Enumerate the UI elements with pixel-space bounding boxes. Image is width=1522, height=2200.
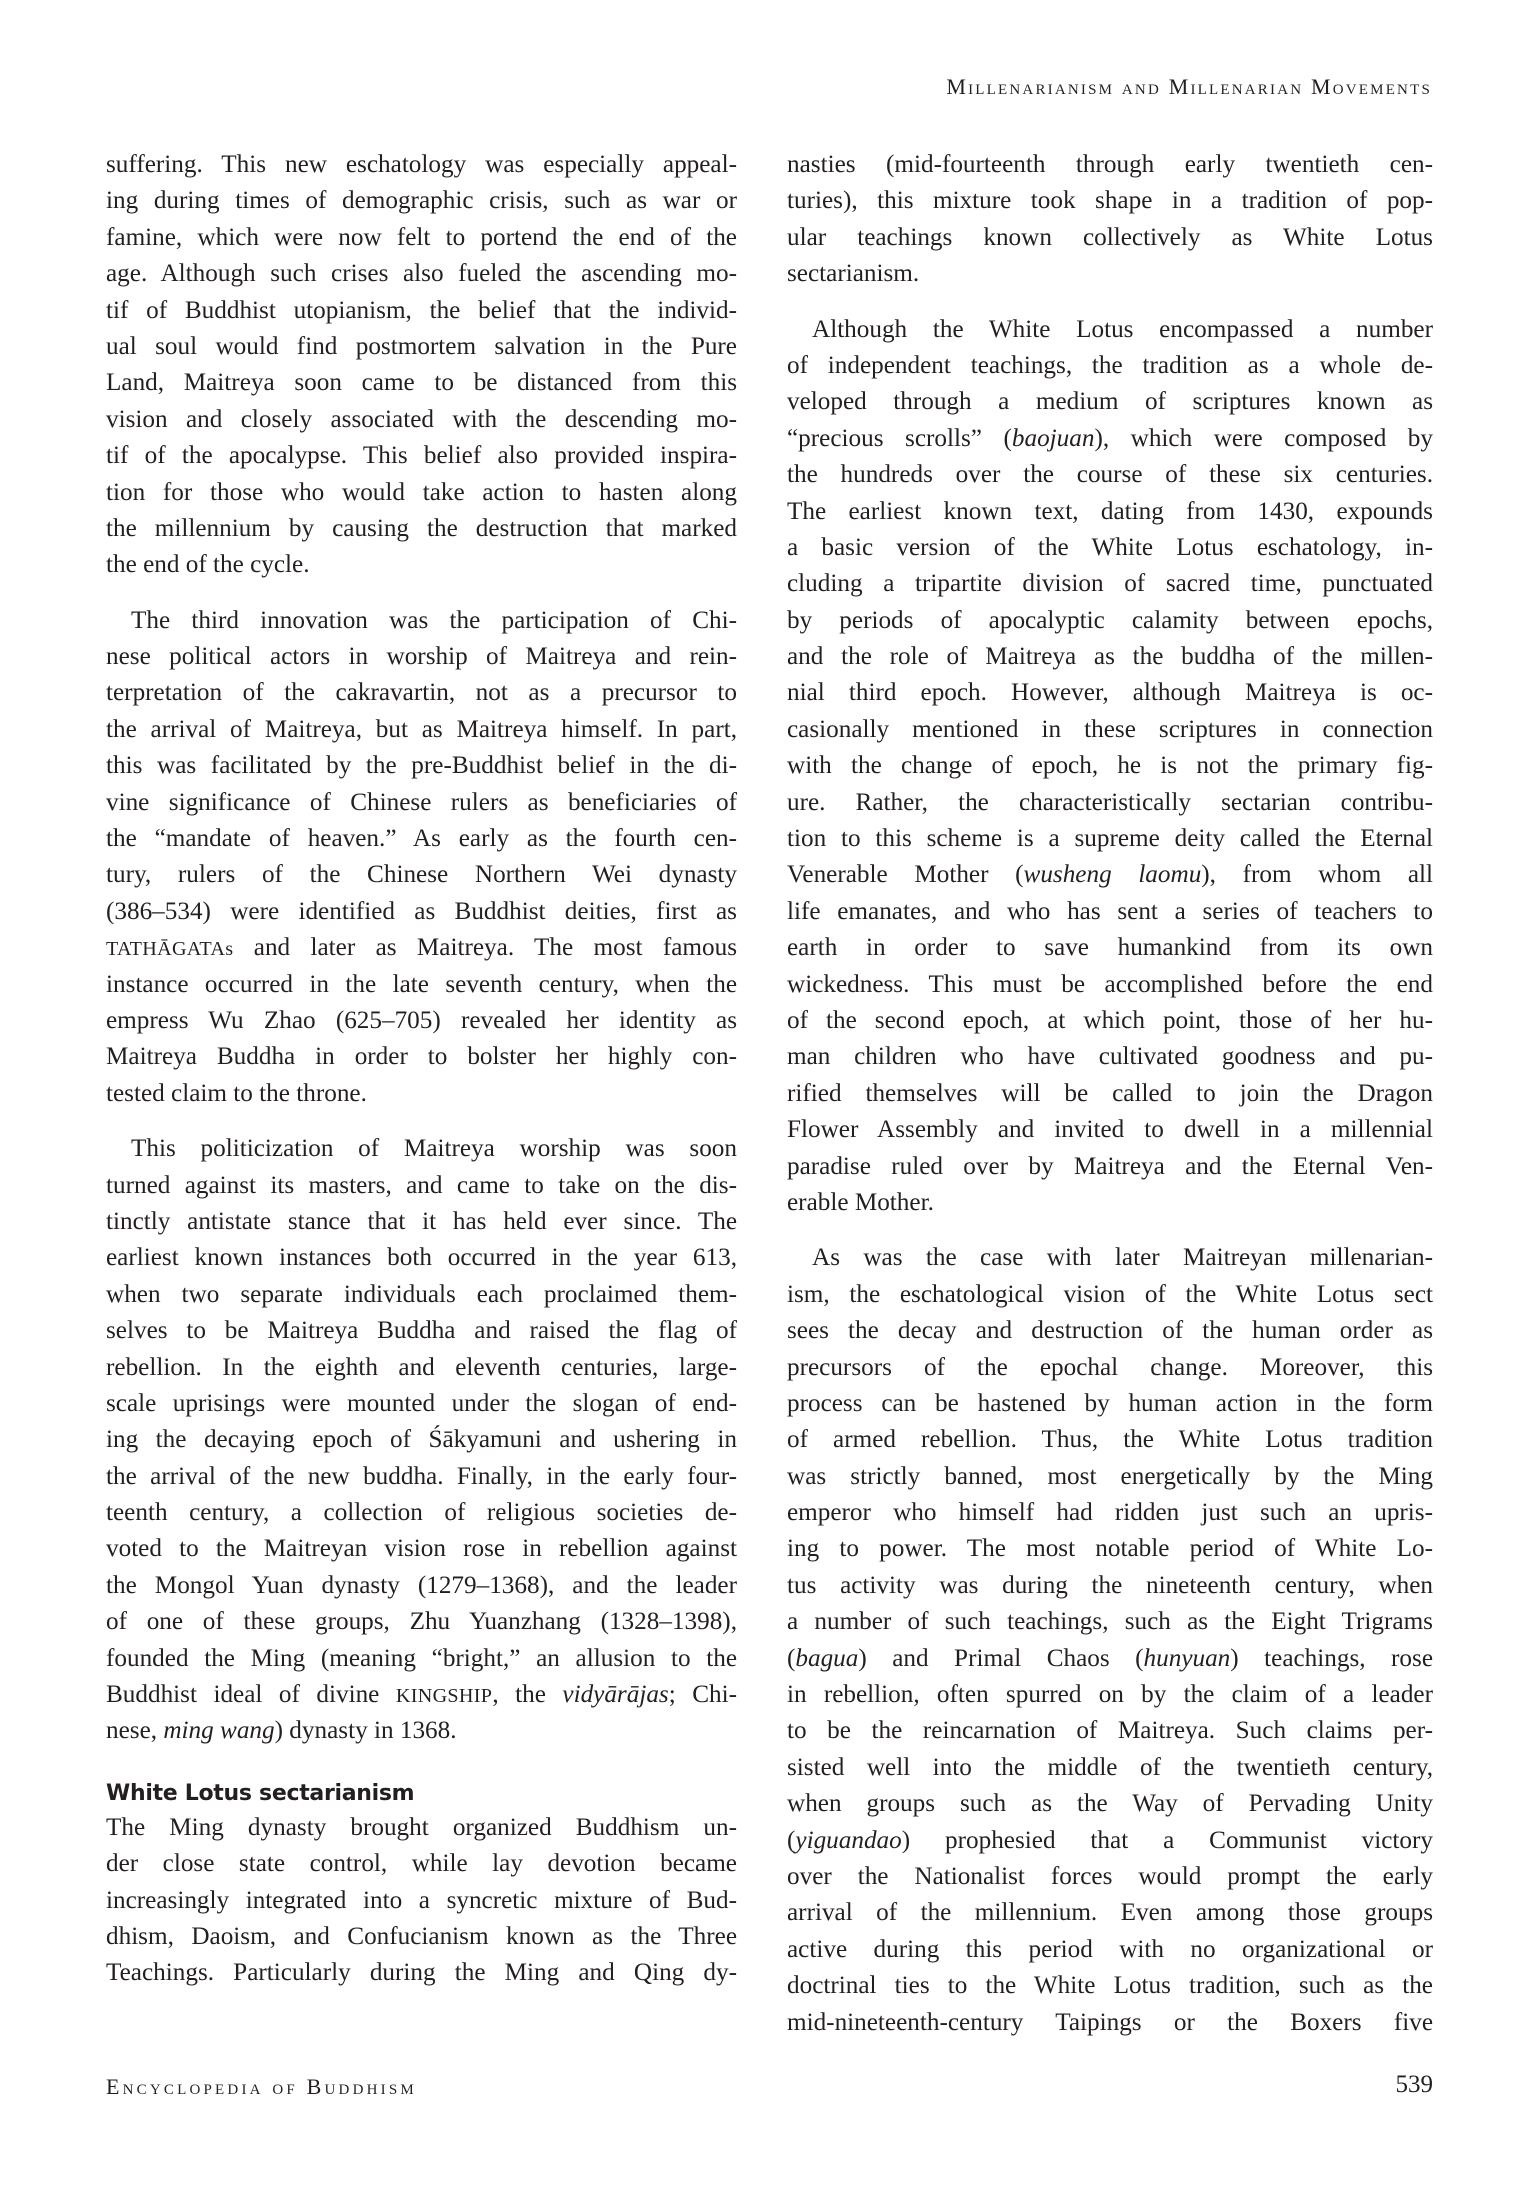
text-line: The third innovation was the participation of Chi-	[131, 606, 737, 634]
text-line: founded the Ming (meaning “bright,” an allusion to the	[106, 1644, 737, 1672]
text-line: to be the reincarnation of Maitreya. Such claims per-	[787, 1717, 1433, 1745]
text-line: the millennium by causing the destruction that marked	[106, 514, 737, 542]
text-line: nasties (mid-fourteenth through early twentieth cen-	[787, 151, 1433, 178]
text-line: rebellion. In the eighth and eleventh centuries, large-	[106, 1353, 737, 1381]
text-line: tested claim to the throne.	[106, 1079, 367, 1107]
paragraph	[106, 1810, 737, 1992]
text-line: Venerable Mother (wusheng laomu), from whom all	[787, 861, 1433, 889]
text-line: of one of these groups, Zhu Yuanzhang (1328–1398),	[106, 1608, 737, 1636]
text-line: over the Nationalist forces would prompt the early	[787, 1862, 1433, 1890]
text-line: earliest known instances both occurred in the year 613,	[106, 1244, 737, 1272]
paragraph	[787, 1240, 1433, 2041]
text-line: sectarianism.	[787, 260, 920, 288]
text-line: nese political actors in worship of Maitreya and rein-	[106, 643, 737, 671]
text-line: ing during times of demographic crisis, such as war or	[106, 187, 737, 215]
text-line: The earliest known text, dating from 1430, expounds	[787, 497, 1433, 525]
text-line: wickedness. This must be accomplished before the end	[787, 970, 1433, 998]
text-line: the hundreds over the course of these six centuries.	[787, 461, 1433, 489]
text-line: man children who have cultivated goodness and pu-	[787, 1043, 1433, 1071]
text-line: the Mongol Yuan dynasty (1279–1368), and the leader	[106, 1571, 737, 1599]
text-line: ure. Rather, the characteristically sectarian contribu-	[787, 788, 1433, 816]
text-line: by periods of apocalyptic calamity between epochs,	[787, 606, 1433, 634]
text-line: ual soul would find postmortem salvation in the Pure	[106, 332, 737, 360]
text-line: ism, the eschatological vision of the White Lotus sect	[787, 1280, 1433, 1308]
text-line: Land, Maitreya soon came to be distanced from this	[106, 369, 737, 397]
text-line: tion for those who would take action to hasten along	[106, 478, 737, 506]
text-line: Teachings. Particularly during the Ming and Qing dy-	[106, 1959, 737, 1987]
text-line: the end of the cycle.	[106, 551, 310, 579]
text-line: life emanates, and who has sent a series of teachers to	[787, 897, 1433, 925]
text-line: vine significance of Chinese rulers as beneficiaries of	[106, 788, 737, 816]
text-line: This politicization of Maitreya worship was soon	[131, 1135, 737, 1163]
text-line: sees the decay and destruction of the human order as	[787, 1317, 1433, 1345]
text-line: Flower Assembly and invited to dwell in a millennial	[787, 1116, 1433, 1144]
italic-term: ming wang	[163, 1717, 275, 1745]
text-line: in rebellion, often spurred on by the claim of a leader	[787, 1681, 1433, 1709]
text-line: erable Mother.	[787, 1188, 934, 1216]
text-line: terpretation of the cakravartin, not as a precursor to	[106, 679, 737, 707]
text-line: empress Wu Zhao (625–705) revealed her identity as	[106, 1006, 737, 1034]
paragraph	[106, 1131, 737, 1750]
text-line: rified themselves will be called to join the Dragon	[787, 1079, 1433, 1107]
text-line: (386–534) were identified as Buddhist deities, first as	[106, 897, 737, 925]
text-line: der close state control, while lay devotion became	[106, 1850, 737, 1878]
text-line: As was the case with later Maitreyan millenarian-	[812, 1244, 1433, 1272]
text-line: the arrival of the new buddha. Finally, in the early four-	[106, 1462, 737, 1490]
cross-reference-term: KINGSHIP	[395, 1685, 493, 1708]
paragraph	[787, 312, 1433, 1222]
text-line: tif of the apocalypse. This belief also provided inspira-	[106, 442, 737, 470]
text-line: of independent teachings, the tradition as a whole de-	[787, 351, 1433, 379]
text-line: turned against its masters, and came to take on the dis-	[106, 1171, 737, 1199]
text-line: scale uprisings were mounted under the slogan of end-	[106, 1389, 737, 1417]
text-line: cluding a tripartite division of sacred time, punctuated	[787, 570, 1433, 598]
text-line: TATHĀGATAs and later as Maitreya. The most famous	[106, 934, 737, 962]
text-line: nese, ming wang) dynasty in 1368.	[106, 1717, 457, 1745]
text-line: and the role of Maitreya as the buddha of the millen-	[787, 643, 1433, 671]
text-line: Maitreya Buddha in order to bolster her highly con-	[106, 1043, 737, 1071]
text-line: the “mandate of heaven.” As early as the fourth cen-	[106, 825, 737, 853]
text-line: of the second epoch, at which point, those of her hu-	[787, 1006, 1433, 1034]
text-line: nial third epoch. However, although Maitreya is oc-	[787, 679, 1433, 707]
cross-reference-term: TATHĀGATAs	[106, 938, 234, 961]
italic-term: yiguandao	[795, 1826, 902, 1854]
text-line: emperor who himself had ridden just such an upris-	[787, 1499, 1433, 1527]
italic-term: vidyārājas	[562, 1681, 669, 1709]
text-line: when two separate individuals each proclaimed them-	[106, 1280, 737, 1308]
text-line: active during this period with no organizational or	[787, 1935, 1433, 1963]
text-line: suffering. This new eschatology was especially appeal-	[106, 151, 737, 178]
text-line: arrival of the millennium. Even among those groups	[787, 1899, 1433, 1927]
text-line: ular teachings known collectively as White Lotus	[787, 223, 1433, 251]
text-line: was strictly banned, most energetically by the Ming	[787, 1462, 1433, 1490]
text-line: earth in order to save humankind from its own	[787, 934, 1433, 962]
text-line: veloped through a medium of scriptures known as	[787, 388, 1433, 416]
text-line: tury, rulers of the Chinese Northern Wei dynasty	[106, 861, 737, 889]
text-line: selves to be Maitreya Buddha and raised the flag of	[106, 1317, 737, 1345]
text-line: tion to this scheme is a supreme deity called the Eternal	[787, 825, 1433, 853]
text-line: tus activity was during the nineteenth century, when	[787, 1571, 1433, 1599]
text-line: the arrival of Maitreya, but as Maitreya himself. In part,	[106, 715, 737, 743]
text-line: doctrinal ties to the White Lotus tradition, such as the	[787, 1972, 1433, 2000]
text-line: vision and closely associated with the descending mo-	[106, 405, 737, 433]
text-line: voted to the Maitreyan vision rose in rebellion against	[106, 1535, 737, 1563]
text-line: precursors of the epochal change. Moreover, this	[787, 1353, 1433, 1381]
text-line: The Ming dynasty brought organized Buddhism un-	[106, 1813, 737, 1841]
italic-term: wusheng laomu	[1023, 861, 1202, 889]
text-line: ing the decaying epoch of Śākyamuni and ushering in	[106, 1426, 737, 1454]
text-line: Although the White Lotus encompassed a number	[812, 315, 1433, 343]
text-line: of armed rebellion. Thus, the White Lotus tradition	[787, 1426, 1433, 1454]
paragraph	[787, 147, 1433, 293]
text-line: mid-nineteenth-century Taipings or the Boxers five	[787, 2008, 1433, 2036]
text-line: process can be hastened by human action in the form	[787, 1389, 1433, 1417]
paragraph	[106, 147, 737, 584]
section-heading: White Lotus sectarianism	[106, 1780, 415, 1806]
text-line: teenth century, a collection of religious societies de-	[106, 1499, 737, 1527]
running-head: Millenarianism and Millenarian Movements	[946, 74, 1432, 99]
text-line: turies), this mixture took shape in a tradition of pop-	[787, 187, 1433, 215]
text-line: a basic version of the White Lotus eschatology, in-	[787, 533, 1433, 561]
paragraph	[106, 603, 737, 1112]
italic-term: baojuan	[1011, 424, 1095, 452]
text-line: (bagua) and Primal Chaos (hunyuan) teachings, rose	[787, 1644, 1433, 1672]
text-line: increasingly integrated into a syncretic mixture of Bud-	[106, 1886, 737, 1914]
footer-publication-title: Encyclopedia of Buddhism	[106, 2074, 417, 2099]
text-line: Buddhist ideal of divine KINGSHIP, the vidyārājas; Chi-	[106, 1681, 737, 1709]
text-line: dhism, Daoism, and Confucianism known as the Three	[106, 1922, 737, 1950]
text-line: with the change of epoch, he is not the primary fig-	[787, 752, 1433, 780]
text-line: ing to power. The most notable period of White Lo-	[787, 1535, 1433, 1563]
text-line: sisted well into the middle of the twentieth century,	[787, 1753, 1433, 1781]
text-line: a number of such teachings, such as the Eight Trigrams	[787, 1608, 1433, 1636]
text-line: paradise ruled over by Maitreya and the Eternal Ven-	[787, 1152, 1433, 1180]
italic-term: hunyuan	[1143, 1644, 1231, 1672]
text-line: tinctly antistate stance that it has held ever since. The	[106, 1207, 737, 1235]
text-line: tif of Buddhist utopianism, the belief that the individ-	[106, 296, 737, 324]
italic-term: bagua	[795, 1644, 859, 1672]
text-line: this was facilitated by the pre-Buddhist belief in the di-	[106, 752, 737, 780]
page-number: 539	[1395, 2071, 1433, 2098]
text-line: instance occurred in the late seventh century, when the	[106, 970, 737, 998]
left-column	[106, 147, 737, 2011]
text-line: “precious scrolls” (baojuan), which were composed by	[787, 424, 1433, 452]
right-column	[787, 147, 1433, 2060]
text-line: when groups such as the Way of Pervading Unity	[787, 1790, 1433, 1818]
text-line: famine, which were now felt to portend the end of the	[106, 223, 737, 251]
text-line: casionally mentioned in these scriptures in connection	[787, 715, 1433, 743]
text-line: age. Although such crises also fueled the ascending mo-	[106, 260, 737, 288]
text-line: (yiguandao) prophesied that a Communist victory	[787, 1826, 1433, 1854]
